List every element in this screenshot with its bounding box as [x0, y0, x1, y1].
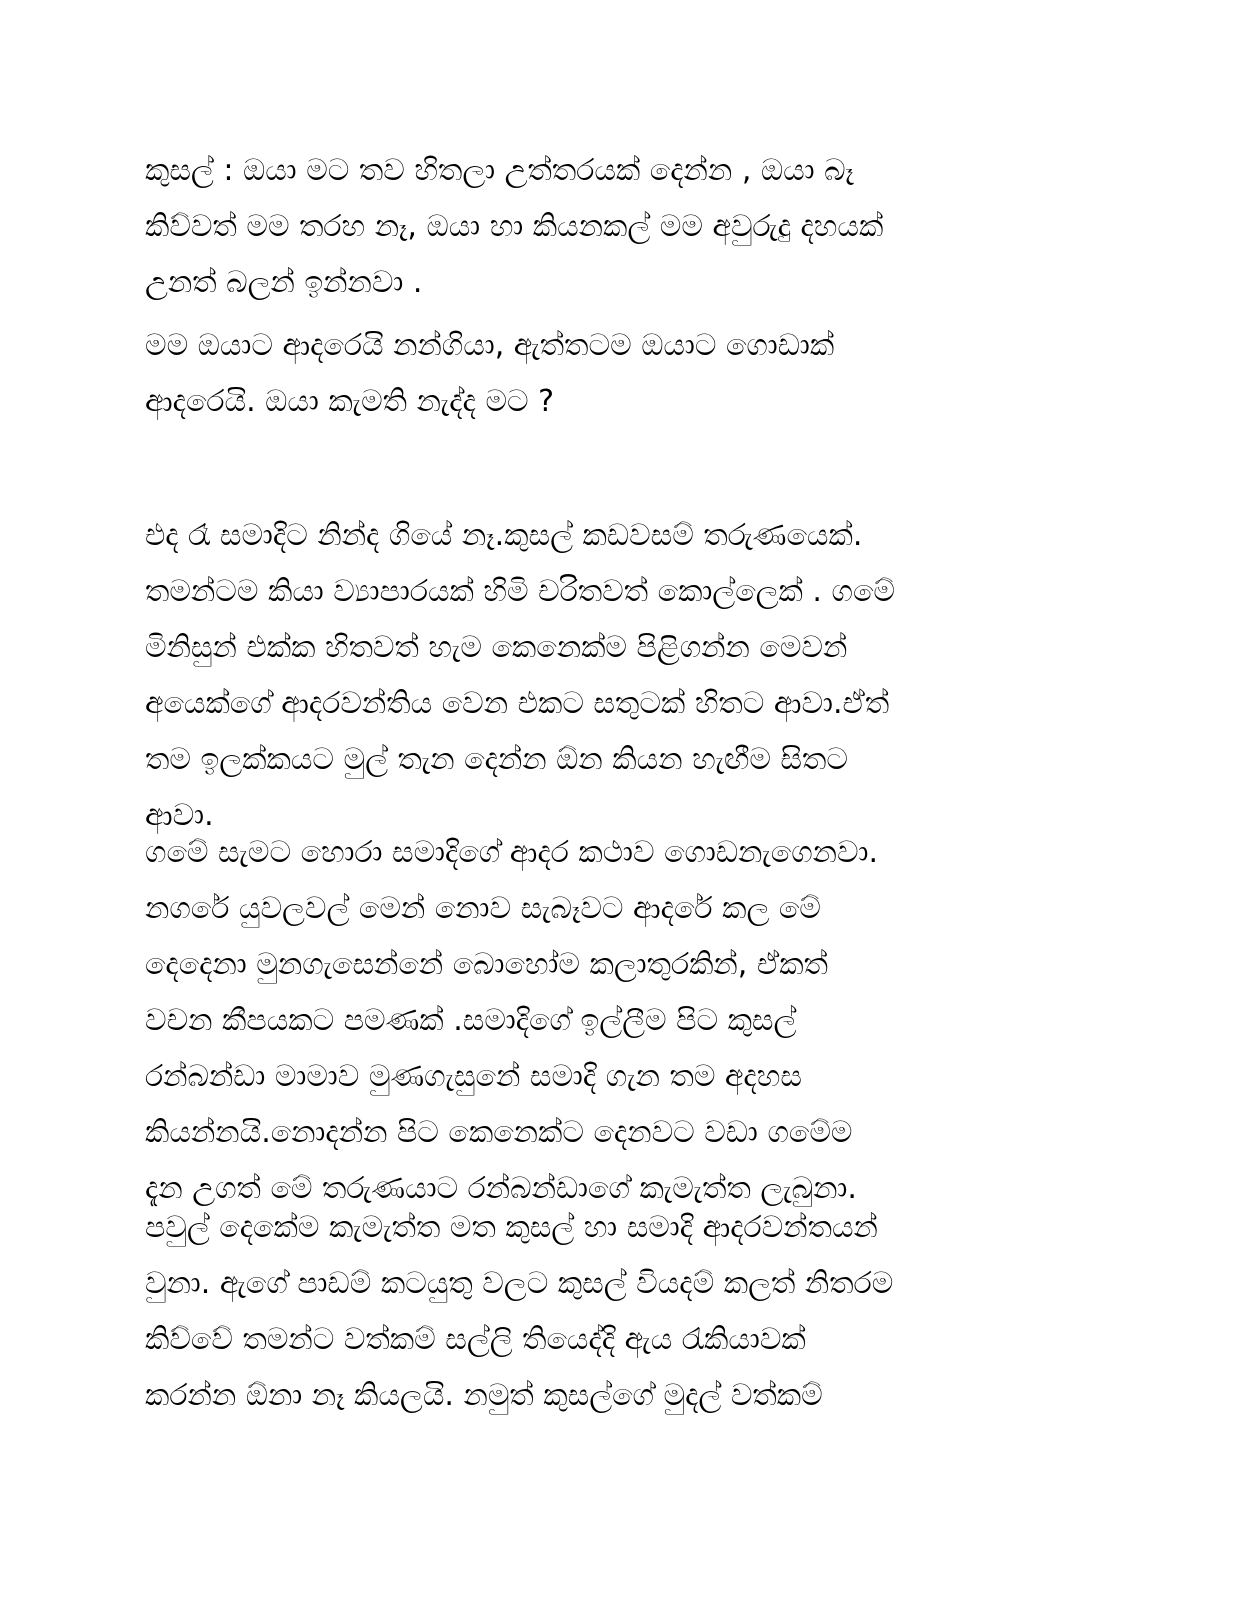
paragraph-village-story — [145, 825, 1065, 1217]
text-line: තමන්ටම කියා ව්‍යාපාරයක් හිමි චරිතවත් කොල්ලෙක් . ගමේ — [145, 574, 895, 609]
paragraph-love-confession — [145, 318, 1065, 430]
text-line: රන්බන්ඩා මාමාව මුණගැසුනේ සමාදි ගැන තම අදහස — [145, 1059, 802, 1094]
text-line: කියන්නයි.නොදන්න පිට කෙනෙක්ට දෙනවට වඩා ගමේම — [145, 1115, 853, 1150]
text-line: එද රෑ සමාදිට නින්ද ගියේ නෑ.කුසල් කඩවසම් තරුණයෙක්. — [145, 518, 863, 553]
text-line: වචන කීපයකට පමණක් .සමාදිගේ ඉල්ලීම පිට කුසල් — [145, 1003, 797, 1038]
text-line: දෙදෙනා මුනගැසෙන්නේ බොහෝම කලාතුරකින්, ඒකත් — [145, 947, 828, 982]
text-line: ආවා. — [145, 798, 214, 833]
text-line: මම ඔයාට ආදරෙයි නන්ගියා, ඇත්තටම ඔයාට ගොඩාක් — [145, 328, 835, 363]
text-line: කිව්වේ තමන්ට වත්කම් සල්ලි තියෙද්දි ඇය රැකියාවක් — [145, 1322, 806, 1357]
paragraph-families-consent — [145, 1200, 1065, 1424]
text-line: මිනිසුන් එක්ක හිතවත් හැම කෙනෙක්ම පිළිගන්න මෙවන් — [145, 630, 848, 665]
text-line: කුසල් : ඔයා මට තව හිතලා උත්තරයක් දෙන්න , ඔයා බෑ — [145, 153, 854, 188]
text-line: නගරේ යුවලවල් මෙන් නොව සැබෑවට ආදරේ කල මේ — [145, 891, 821, 926]
paragraph-samadi-night — [145, 508, 1065, 844]
text-line: අයෙක්ගේ ආදරවන්තිය වෙන එකට සතුටක් හිතට ආවා.ඒත් — [145, 686, 890, 721]
text-line: පවුල් දෙකේම කැමැත්ත මත කුසල් හා සමාදි ආදරවන්තයන් — [145, 1210, 878, 1245]
text-line: කරන්න ඕනා නෑ කියලයි. නමුත් කුසල්ගේ මුදල් වත්කම් — [145, 1378, 823, 1413]
text-line: ආදරෙයි. ඔයා කැමති නැද්ද මට ? — [145, 384, 555, 419]
text-line: දැන උගත් මේ තරුණයාට රන්බන්ඩාගේ කැමැත්ත ලැබුනා. — [145, 1171, 857, 1206]
text-line: කිව්වත් මම තරහ නෑ, ඔයා හා කියනකල් මම අවුරුදු දහයක් — [145, 209, 884, 244]
text-line: ගමේ සැමට හොරා සමාදිගේ ආදර කථාව ගොඩනැගෙනවා. — [145, 835, 878, 870]
text-line: වුනා. ඇගේ පාඩම් කටයුතු වලට කුසල් වියදම් කලත් නිතරම — [145, 1266, 894, 1301]
text-line: උනත් බලන් ඉන්නවා . — [145, 265, 423, 300]
paragraph-kusal-speech — [145, 143, 1065, 311]
text-line: තම ඉලක්කයට මුල් තැන දෙන්න ඕන කියන හැඟීම සිතට — [145, 742, 848, 777]
